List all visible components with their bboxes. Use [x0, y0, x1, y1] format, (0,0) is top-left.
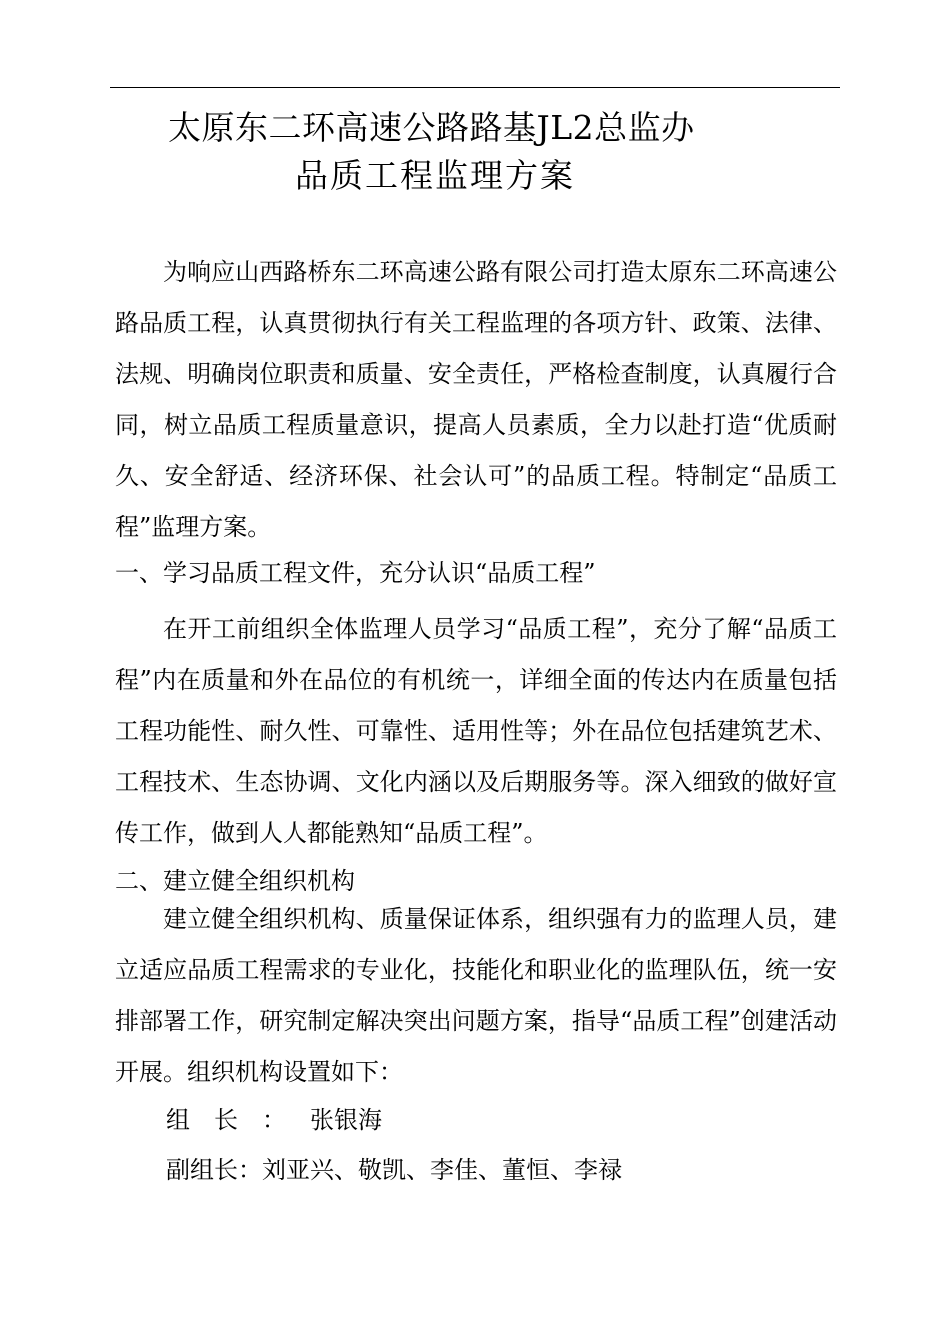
document-title-line-2: 品质工程监理方案 [295, 156, 575, 195]
section-1-paragraph: 在开工前组织全体监理人员学习“品质工程”，充分了解“品质工程”内在质量和外在品位的有机统一，详细全面的传达内在质量包括工程功能性、耐久性、可靠性、适用性等；外在品位包括建筑艺术、工程技术、生态协调、文化内涵以及后期服务等。深入细致的做好宣传工作，做到人人都能熟知“品质工程”。 [115, 615, 837, 847]
section-1-heading: 一、学习品质工程文件，充分认识“品质工程” [115, 559, 596, 587]
intro-paragraph: 为响应山西路桥东二环高速公路有限公司打造太原东二环高速公路品质工程，认真贯彻执行有关工程监理的各项方针、政策、法律、法规、明确岗位职责和质量、安全责任，严格检查制度，认真履行合同，树立品质工程质量意识，提高人员素质，全力以赴打造“优质耐久、安全舒适、经济环保、社会认可”的品质工程。特制定“品质工程”监理方案。 [115, 258, 837, 541]
group-leader-line [166, 1100, 382, 1140]
group-leader-name: 张银海 [310, 1106, 382, 1134]
deputy-leader-names: 刘亚兴、敬凯、李佳、董恒、李禄 [262, 1156, 622, 1184]
deputy-leader-label: 副组长： [166, 1156, 262, 1184]
section-2-paragraph: 建立健全组织机构、质量保证体系，组织强有力的监理人员，建立适应品质工程需求的专业化，技能化和职业化的监理队伍，统一安排部署工作，研究制定解决突出问题方案，指导“品质工程”创建活动开展。组织机构设置如下： [115, 905, 837, 1086]
group-leader-label: 组长： [166, 1106, 310, 1134]
section-2-heading: 二、建立健全组织机构 [115, 867, 355, 895]
header-rule [110, 87, 840, 88]
deputy-leader-line [166, 1150, 622, 1190]
document-title-line-1: 太原东二环高速公路路基JL2总监办 [168, 108, 695, 147]
